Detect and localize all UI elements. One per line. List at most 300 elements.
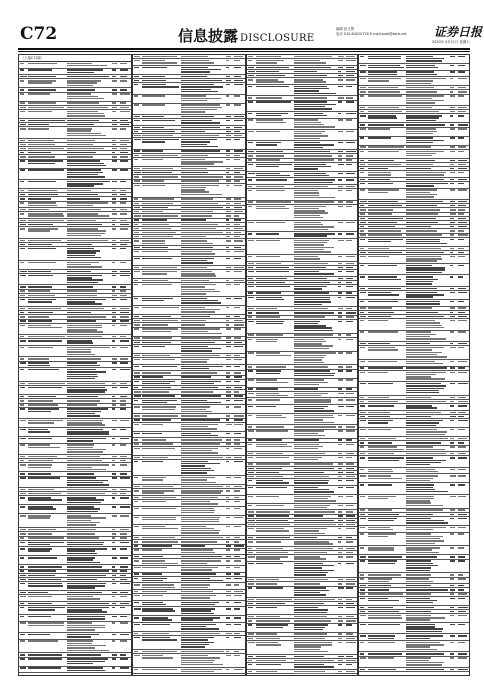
table-cell xyxy=(346,312,356,314)
table-cell xyxy=(20,420,27,426)
table-cell xyxy=(256,511,292,513)
table-cell xyxy=(256,583,292,585)
table-cell xyxy=(234,419,244,421)
table-row xyxy=(19,408,131,419)
table-cell xyxy=(226,207,232,209)
table-cell xyxy=(134,168,141,170)
table-cell xyxy=(28,295,65,297)
table-cell xyxy=(360,78,367,84)
table-cell xyxy=(458,372,468,381)
table-cell xyxy=(112,456,118,458)
table-cell xyxy=(67,566,110,568)
table-cell xyxy=(346,599,356,601)
table-cell xyxy=(338,444,344,450)
table-cell xyxy=(181,185,224,196)
table-cell xyxy=(450,624,456,633)
table-cell xyxy=(294,316,336,318)
table-cell xyxy=(458,201,468,203)
table-row xyxy=(19,547,131,556)
table-row xyxy=(359,114,469,123)
table-cell xyxy=(181,578,224,582)
table-cell xyxy=(368,343,404,345)
table-cell xyxy=(458,65,468,69)
table-cell xyxy=(256,179,292,183)
table-cell xyxy=(406,469,448,473)
table-row xyxy=(359,474,469,483)
table-row xyxy=(359,657,469,668)
table-cell xyxy=(294,480,336,484)
table-cell xyxy=(406,95,448,104)
table-cell xyxy=(338,393,344,397)
table-cell xyxy=(234,381,244,385)
table-row xyxy=(359,614,469,623)
table-cell xyxy=(294,79,336,83)
table-cell xyxy=(112,383,118,385)
table-cell xyxy=(28,286,65,288)
table-cell xyxy=(458,343,468,345)
table-row xyxy=(19,339,131,346)
table-cell xyxy=(256,119,292,128)
table-row xyxy=(133,476,245,485)
table-column-2 xyxy=(132,54,246,676)
table-cell xyxy=(248,671,255,673)
table-cell xyxy=(248,388,255,390)
table-cell xyxy=(346,297,356,306)
masthead xyxy=(18,22,483,48)
table-cell xyxy=(346,552,356,554)
table-cell xyxy=(67,107,110,109)
table-row xyxy=(247,398,357,405)
table-cell xyxy=(338,86,344,95)
table-cell xyxy=(226,526,232,535)
table-cell xyxy=(181,198,224,200)
table-cell xyxy=(134,391,141,393)
table-cell xyxy=(346,496,356,502)
table-cell xyxy=(368,234,404,236)
table-row xyxy=(359,95,469,106)
table-cell xyxy=(28,336,65,338)
table-cell xyxy=(120,667,130,671)
table-cell xyxy=(368,146,404,148)
table-cell xyxy=(346,515,356,517)
table-cell xyxy=(294,297,336,306)
table-cell xyxy=(360,71,367,75)
table-cell xyxy=(368,469,404,473)
table-cell xyxy=(28,456,65,458)
table-cell xyxy=(294,267,336,269)
table-row xyxy=(359,560,469,574)
table-rows xyxy=(247,55,357,675)
table-cell xyxy=(256,286,292,290)
table-cell xyxy=(294,151,336,153)
table-cell xyxy=(248,511,255,513)
table-cell xyxy=(28,658,65,664)
table-cell xyxy=(360,611,367,613)
table-cell xyxy=(450,222,456,224)
table-cell xyxy=(294,426,336,428)
table-cell xyxy=(450,56,456,62)
table-cell xyxy=(181,366,224,370)
table-cell xyxy=(28,124,65,126)
table-cell xyxy=(20,477,27,486)
table-cell xyxy=(112,80,118,86)
table-cell xyxy=(368,547,404,553)
table-cell xyxy=(142,560,179,564)
table-cell xyxy=(234,526,244,535)
table-cell xyxy=(134,556,141,558)
table-cell xyxy=(120,80,130,86)
table-cell xyxy=(248,101,255,110)
table-cell xyxy=(142,127,179,129)
table-cell xyxy=(181,247,224,249)
table-cell xyxy=(368,642,404,651)
table-cell xyxy=(458,168,468,170)
table-cell xyxy=(28,616,65,620)
table-cell xyxy=(294,97,336,99)
table-cell xyxy=(234,359,244,363)
table-cell xyxy=(226,228,232,230)
table-cell xyxy=(248,620,255,622)
table-cell xyxy=(120,299,130,305)
table-cell xyxy=(20,658,27,664)
table-cell xyxy=(181,415,224,417)
table-cell xyxy=(181,271,224,277)
table-cell xyxy=(248,60,255,64)
table-cell xyxy=(134,355,141,357)
table-cell xyxy=(406,560,448,571)
table-cell xyxy=(134,316,141,318)
table-cell xyxy=(67,181,110,187)
table-cell xyxy=(256,406,292,412)
table-cell xyxy=(226,424,232,430)
table-cell xyxy=(226,95,232,101)
table-cell xyxy=(450,383,456,394)
table-cell xyxy=(28,548,65,554)
table-cell xyxy=(248,164,255,170)
table-cell xyxy=(120,169,130,178)
table-row xyxy=(247,443,357,452)
table-cell xyxy=(406,115,448,121)
table-cell xyxy=(181,457,224,459)
table-cell xyxy=(20,312,27,314)
table-cell xyxy=(360,420,367,426)
table-cell xyxy=(134,591,141,593)
table-cell xyxy=(28,592,65,594)
table-cell xyxy=(20,316,27,318)
table-cell xyxy=(248,642,255,653)
table-cell xyxy=(142,602,179,606)
table-row xyxy=(19,212,131,219)
table-row xyxy=(247,141,357,150)
table-cell xyxy=(360,475,367,481)
table-cell xyxy=(20,320,27,322)
table-cell xyxy=(226,584,232,588)
table-cell xyxy=(20,80,27,86)
table-cell xyxy=(406,416,448,418)
table-cell xyxy=(234,76,244,78)
table-cell xyxy=(346,267,356,269)
table-cell xyxy=(294,541,336,545)
table-cell xyxy=(20,438,27,442)
table-cell xyxy=(120,493,130,495)
table-cell xyxy=(142,155,179,157)
table-cell xyxy=(112,308,118,310)
table-row xyxy=(19,419,131,428)
table-cell xyxy=(406,642,448,651)
table-cell xyxy=(450,107,456,109)
table-cell xyxy=(112,529,118,531)
table-cell xyxy=(112,537,118,539)
table-cell xyxy=(142,76,179,78)
table-cell xyxy=(234,517,244,523)
table-cell xyxy=(450,420,456,426)
table-cell xyxy=(112,506,118,512)
table-cell xyxy=(406,213,448,215)
table-cell xyxy=(20,152,27,154)
table-cell xyxy=(226,541,232,543)
table-cell xyxy=(248,278,255,280)
table-cell xyxy=(360,635,367,639)
table-cell xyxy=(338,603,344,605)
table-cell xyxy=(120,120,130,122)
table-cell xyxy=(338,487,344,493)
table-cell xyxy=(28,404,65,406)
table-cell xyxy=(112,583,118,589)
table-cell xyxy=(294,101,336,110)
table-cell xyxy=(450,598,456,604)
table-cell xyxy=(360,331,367,340)
table-cell xyxy=(67,404,110,406)
table-cell xyxy=(226,316,232,318)
table-cell xyxy=(112,557,118,563)
table-cell xyxy=(248,286,255,290)
table-cell xyxy=(120,420,130,426)
table-cell xyxy=(368,405,404,409)
table-cell xyxy=(256,278,292,280)
table-cell xyxy=(294,638,336,640)
table-cell xyxy=(338,155,344,157)
table-cell xyxy=(142,545,179,547)
table-cell xyxy=(28,202,65,206)
table-cell xyxy=(248,556,255,560)
table-cell xyxy=(458,331,468,340)
table-cell xyxy=(346,388,356,390)
table-cell xyxy=(234,545,244,547)
table-cell xyxy=(67,262,110,268)
table-cell xyxy=(406,615,448,621)
table-row xyxy=(247,78,357,85)
table-cell xyxy=(256,101,292,110)
table-row xyxy=(359,331,469,342)
table-cell xyxy=(346,321,356,332)
table-cell xyxy=(120,489,130,491)
table-cell xyxy=(248,282,255,284)
table-cell xyxy=(338,430,344,436)
table-cell xyxy=(67,515,110,526)
table-cell xyxy=(120,575,130,577)
table-cell xyxy=(142,355,179,357)
table-cell xyxy=(450,168,456,170)
table-cell xyxy=(406,230,448,232)
table-cell xyxy=(346,101,356,110)
table-cell xyxy=(20,493,27,495)
table-cell xyxy=(360,624,367,633)
table-cell xyxy=(181,655,224,666)
table-cell xyxy=(346,393,356,397)
table-row xyxy=(133,95,245,104)
table-cell xyxy=(368,160,404,162)
table-cell xyxy=(28,557,65,563)
table-row xyxy=(359,238,469,247)
table-cell xyxy=(181,342,224,344)
table-cell xyxy=(181,545,224,547)
table-cell xyxy=(346,308,356,310)
table-row xyxy=(359,623,469,634)
table-cell xyxy=(234,415,244,417)
table-cell xyxy=(338,159,344,161)
table-cell xyxy=(338,453,344,455)
table-cell xyxy=(294,321,336,332)
table-cell xyxy=(450,615,456,621)
table-row xyxy=(19,615,131,622)
table-cell xyxy=(406,201,448,203)
table-cell xyxy=(112,575,118,577)
table-row xyxy=(19,444,131,455)
table-cell xyxy=(67,320,110,322)
table-cell xyxy=(112,566,118,568)
table-cell xyxy=(20,515,27,526)
table-cell xyxy=(338,256,344,260)
table-cell xyxy=(226,342,232,344)
table-row xyxy=(359,346,469,360)
table-cell xyxy=(20,429,27,435)
table-cell xyxy=(134,342,141,344)
table-cell xyxy=(142,95,179,101)
table-cell xyxy=(112,542,118,546)
table-cell xyxy=(450,316,456,318)
table-cell xyxy=(142,180,179,182)
table-cell xyxy=(134,545,141,547)
table-cell xyxy=(368,226,404,228)
table-cell xyxy=(142,337,179,339)
table-cell xyxy=(368,209,404,211)
table-cell xyxy=(360,657,367,666)
table-cell xyxy=(338,60,344,64)
table-cell xyxy=(181,95,224,101)
table-row xyxy=(133,623,245,632)
table-cell xyxy=(28,160,65,166)
table-cell xyxy=(112,347,118,356)
table-cell xyxy=(450,230,456,232)
table-cell xyxy=(256,671,292,673)
table-cell xyxy=(142,424,179,430)
table-cell xyxy=(346,415,356,424)
table-cell xyxy=(20,240,27,242)
table-cell xyxy=(67,444,110,453)
table-cell xyxy=(67,396,110,398)
table-cell xyxy=(450,128,456,134)
table-cell xyxy=(338,267,344,269)
table-cell xyxy=(142,320,179,322)
table-cell xyxy=(360,209,367,211)
table-row xyxy=(133,250,245,257)
table-cell xyxy=(20,295,27,297)
table-cell xyxy=(458,56,468,62)
table-cell xyxy=(67,362,110,366)
table-cell xyxy=(226,376,232,378)
table-row xyxy=(133,365,245,372)
table-cell xyxy=(226,236,232,238)
table-cell xyxy=(28,506,65,512)
table-cell xyxy=(450,556,456,558)
table-row xyxy=(247,172,357,179)
table-row xyxy=(19,227,131,238)
table-cell xyxy=(256,552,292,554)
table-cell xyxy=(368,496,404,507)
table-cell xyxy=(406,574,448,576)
table-cell xyxy=(346,624,356,630)
table-cell xyxy=(234,258,244,264)
table-cell xyxy=(112,477,118,486)
table-cell xyxy=(450,446,456,450)
table-cell xyxy=(20,362,27,366)
table-cell xyxy=(112,102,118,104)
table-cell xyxy=(248,453,255,455)
table-cell xyxy=(368,383,404,394)
table-cell xyxy=(226,307,232,313)
table-cell xyxy=(226,391,232,393)
table-cell xyxy=(226,477,232,483)
table-cell xyxy=(256,339,292,350)
table-cell xyxy=(20,271,27,273)
table-cell xyxy=(142,497,179,499)
table-cell xyxy=(181,267,224,269)
table-cell xyxy=(134,159,141,165)
table-cell xyxy=(142,591,179,593)
table-cell xyxy=(67,658,110,664)
table-cell xyxy=(134,595,141,599)
table-row xyxy=(359,404,469,411)
table-cell xyxy=(346,457,356,461)
table-cell xyxy=(338,563,344,577)
table-row xyxy=(359,468,469,475)
table-cell xyxy=(181,573,224,575)
table-cell xyxy=(112,616,118,620)
table-cell xyxy=(112,144,118,146)
table-cell xyxy=(406,301,448,305)
table-cell xyxy=(368,669,404,671)
table-cell xyxy=(226,159,232,165)
table-row xyxy=(19,633,131,640)
table-cell xyxy=(20,408,27,417)
table-cell xyxy=(67,456,110,458)
table-cell xyxy=(346,186,356,188)
table-cell xyxy=(234,328,244,334)
table-cell xyxy=(234,337,244,339)
table-cell xyxy=(406,87,448,89)
table-cell xyxy=(338,439,344,441)
table-cell xyxy=(368,416,404,418)
table-cell xyxy=(406,635,448,639)
table-cell xyxy=(234,185,244,196)
table-cell xyxy=(248,638,255,640)
table-cell xyxy=(338,286,344,290)
table-cell xyxy=(360,95,367,104)
table-cell xyxy=(248,56,255,58)
table-cell xyxy=(346,206,356,220)
table-cell xyxy=(406,514,448,516)
table-cell xyxy=(226,461,232,475)
